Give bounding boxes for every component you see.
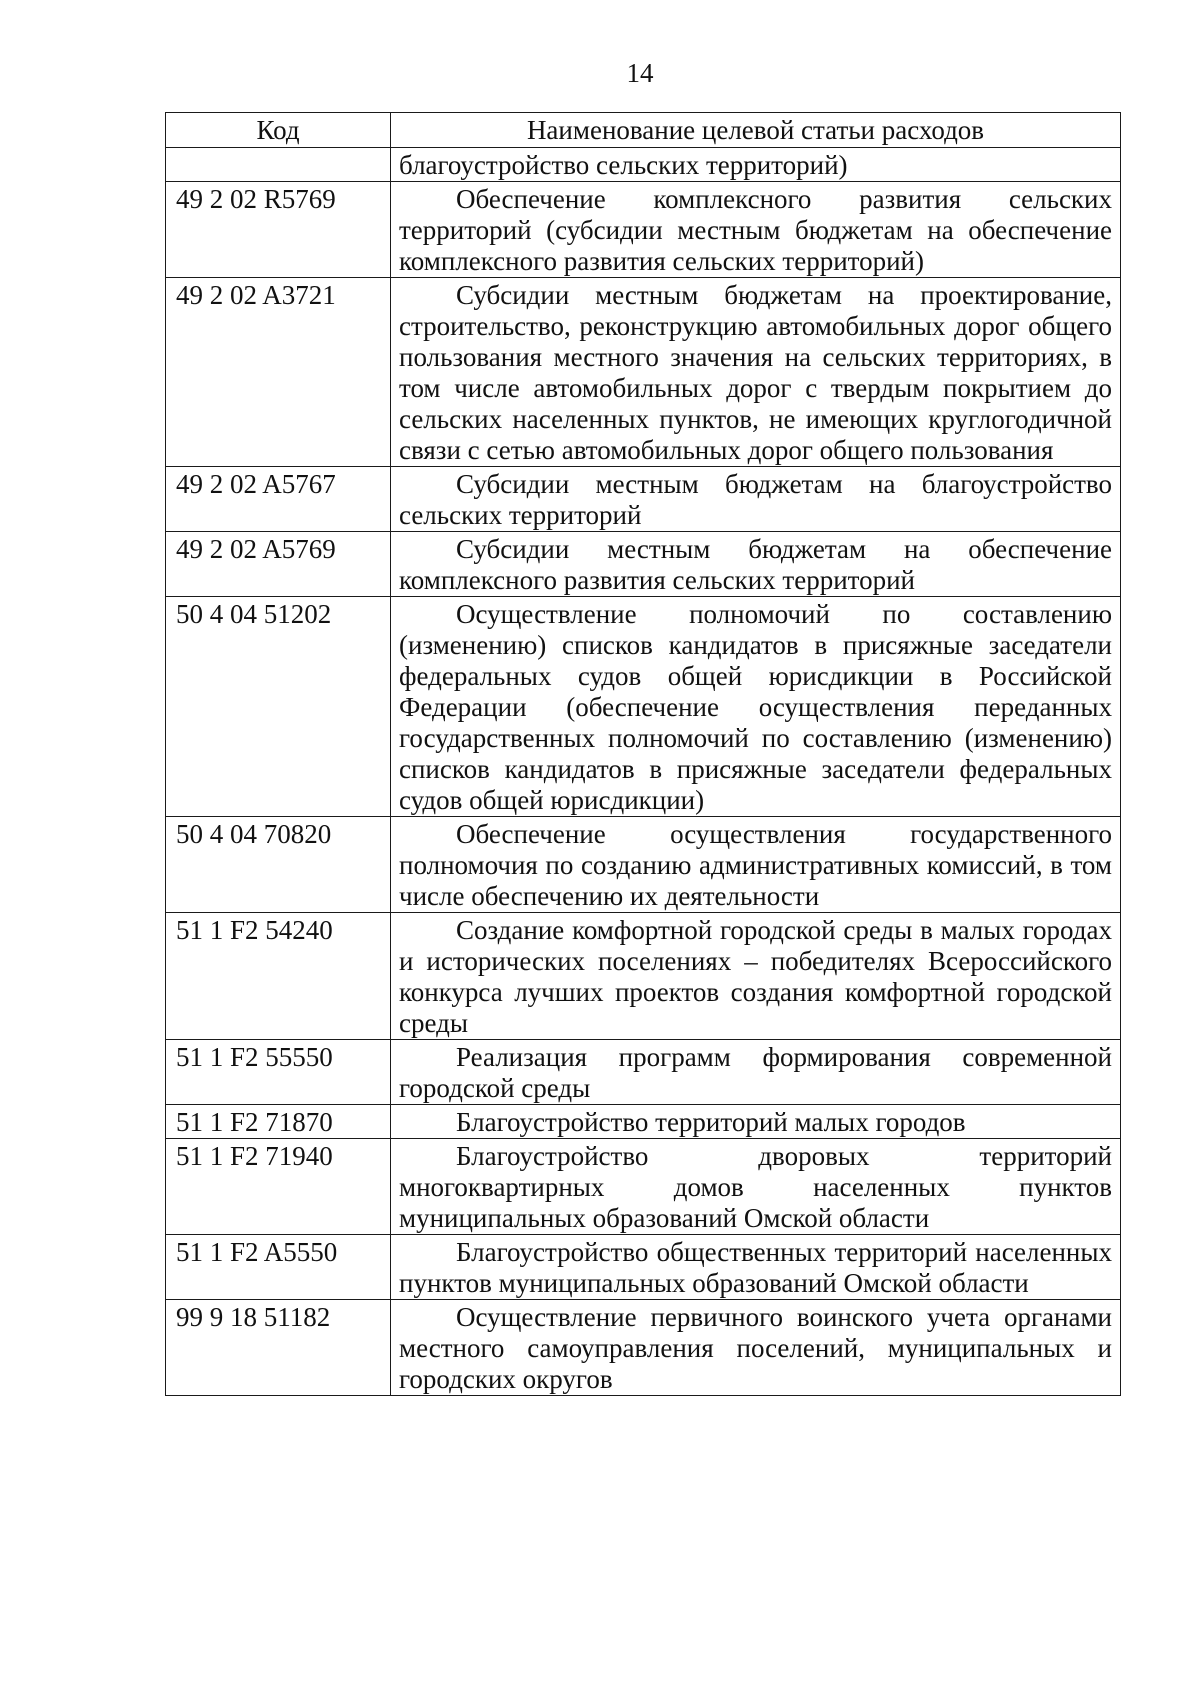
name-cell: Субсидии местным бюджетам на проектирование, строительство, реконструкцию автомобильных дорог общего пользования местного значения на сельских территориях, в том числе автомобильных дорог с твердым покрытием до сельских населенных пунктов, не имеющих круглогодичной связи с сетью автомобильных дорог общего пользования <box>391 278 1121 467</box>
page-number: 14 <box>626 58 654 88</box>
table-row <box>166 1235 1121 1300</box>
table-row <box>166 467 1121 532</box>
table-row <box>166 817 1121 913</box>
name-cell: Обеспечение осуществления государственного полномочия по созданию административных комиссий, в том числе обеспечению их деятельности <box>391 817 1121 913</box>
code-cell: 49 2 02 A5767 <box>166 467 391 532</box>
code-cell: 99 9 18 51182 <box>166 1300 391 1396</box>
name-cell: Обеспечение комплексного развития сельских территорий (субсидии местным бюджетам на обеспечение комплексного развития сельских территорий) <box>391 182 1121 278</box>
table-row <box>166 532 1121 597</box>
name-cell: Благоустройство общественных территорий населенных пунктов муниципальных образований Омской области <box>391 1235 1121 1300</box>
budget-items-table <box>165 112 1121 1396</box>
code-cell: 49 2 02 A5769 <box>166 532 391 597</box>
table-row <box>166 182 1121 278</box>
code-cell: 51 1 F2 71940 <box>166 1139 391 1235</box>
code-cell: 51 1 F2 A5550 <box>166 1235 391 1300</box>
code-cell: 50 4 04 51202 <box>166 597 391 817</box>
table-header-row <box>166 113 1121 148</box>
code-cell: 50 4 04 70820 <box>166 817 391 913</box>
name-cell: Благоустройство дворовых территорий многоквартирных домов населенных пунктов муниципальных образований Омской области <box>391 1139 1121 1235</box>
code-cell: 51 1 F2 55550 <box>166 1040 391 1105</box>
column-header-code: Код <box>166 113 391 148</box>
table-row <box>166 278 1121 467</box>
name-cell: Благоустройство территорий малых городов <box>391 1105 1121 1139</box>
name-cell: Осуществление первичного воинского учета органами местного самоуправления поселений, муниципальных и городских округов <box>391 1300 1121 1396</box>
name-cell: Субсидии местным бюджетам на благоустройство сельских территорий <box>391 467 1121 532</box>
table-row <box>166 1040 1121 1105</box>
table-row <box>166 1105 1121 1139</box>
table-row <box>166 1139 1121 1235</box>
code-cell: 49 2 02 A3721 <box>166 278 391 467</box>
name-cell: Создание комфортной городской среды в малых городах и исторических поселениях – победителях Всероссийского конкурса лучших проектов создания комфортной городской среды <box>391 913 1121 1040</box>
name-cell: Осуществление полномочий по составлению (изменению) списков кандидатов в присяжные заседатели федеральных судов общей юрисдикции в Российской Федерации (обеспечение осуществления переданных государственных полномочий по составлению (изменению) списков кандидатов в присяжные заседатели федеральных судов общей юрисдикции) <box>391 597 1121 817</box>
name-cell: Субсидии местным бюджетам на обеспечение комплексного развития сельских территорий <box>391 532 1121 597</box>
name-cell-continuation: благоустройство сельских территорий) <box>391 148 1121 182</box>
code-cell: 51 1 F2 54240 <box>166 913 391 1040</box>
code-cell: 51 1 F2 71870 <box>166 1105 391 1139</box>
code-cell-empty <box>166 148 391 182</box>
column-header-name: Наименование целевой статьи расходов <box>391 113 1121 148</box>
code-cell: 49 2 02 R5769 <box>166 182 391 278</box>
table-row <box>166 913 1121 1040</box>
table-row <box>166 1300 1121 1396</box>
table-row-continuation <box>166 148 1121 182</box>
table-row <box>166 597 1121 817</box>
name-cell: Реализация программ формирования современной городской среды <box>391 1040 1121 1105</box>
